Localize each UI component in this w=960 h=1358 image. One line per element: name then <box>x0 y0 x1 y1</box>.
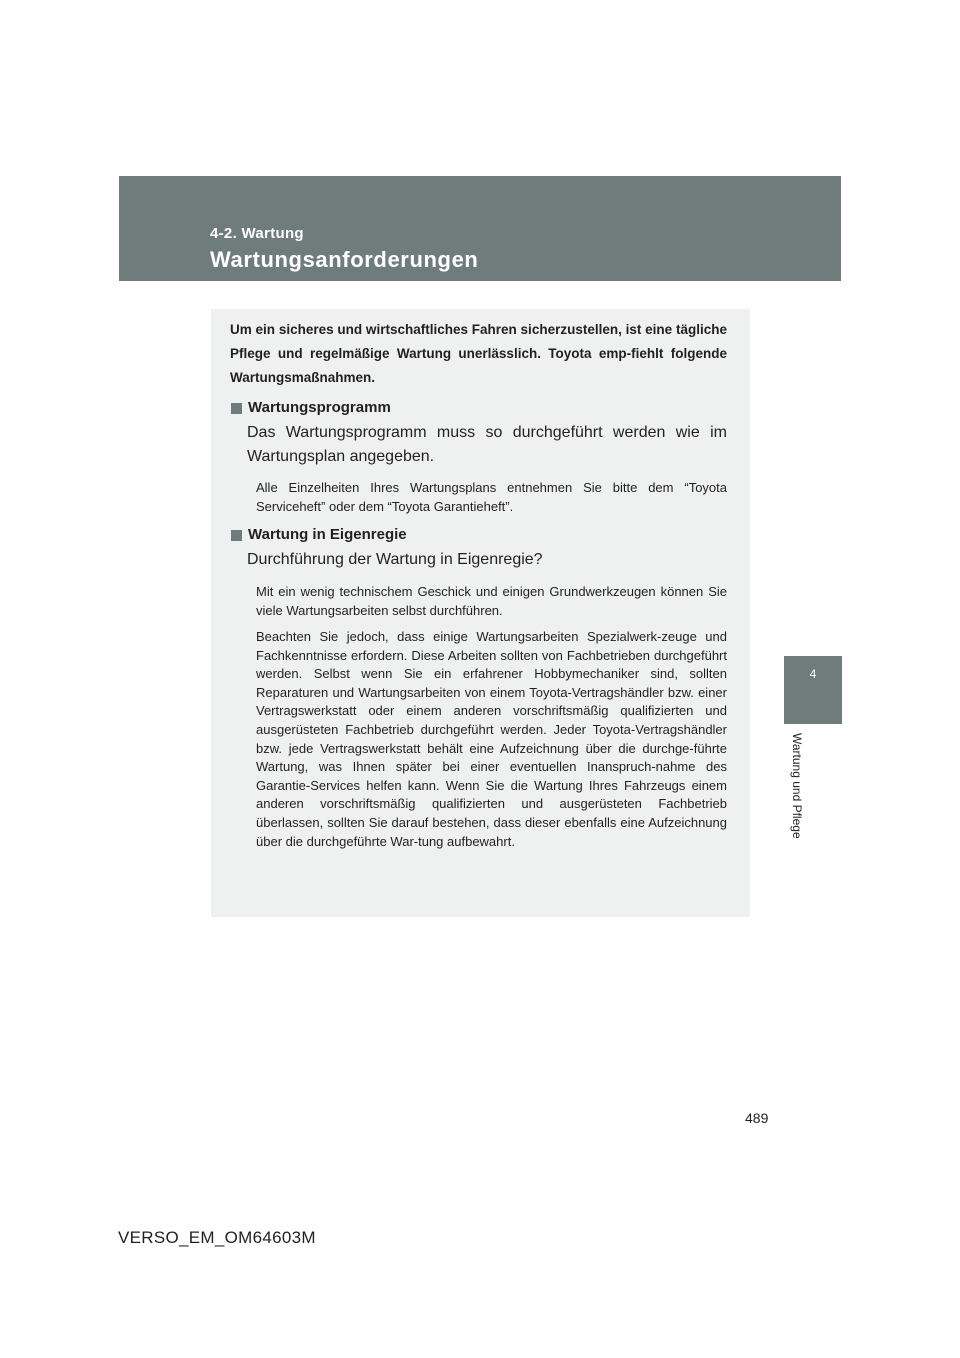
content-box <box>211 309 750 917</box>
chapter-tab-label: Wartung und Pflege <box>790 733 804 839</box>
section-label: 4-2. Wartung <box>210 225 304 242</box>
section-lead-text: Durchführung der Wartung in Eigenregie? <box>247 551 543 568</box>
intro-text: Um ein sicheres und wirtschaftliches Fahren sicherzustellen, ist eine tägliche Pflege und regelmäßige Wartung unerlässlich. Toyota emp-fiehlt folgende Wartungsmaßnahmen. <box>230 322 727 385</box>
section-detail-text: Alle Einzelheiten Ihres Wartungsplans entnehmen Sie bitte dem “Toyota Serviceheft” oder dem “Toyota Garantieheft”. <box>256 480 727 514</box>
section-heading-text: Wartung in Eigenregie <box>248 526 407 543</box>
chapter-tab-number: 4 <box>809 667 817 681</box>
header-band <box>119 176 841 281</box>
section-heading-wartungsprogramm <box>231 398 391 418</box>
square-bullet-icon <box>231 403 242 414</box>
section-lead-text: Das Wartungsprogramm muss so durchgeführt werden wie im Wartungsplan angegeben. <box>247 424 727 465</box>
document-code: VERSO_EM_OM64603M <box>118 1228 316 1247</box>
section-detail-text: Mit ein wenig technischem Geschick und einigen Grundwerkzeugen können Sie viele Wartungsarbeiten selbst durchführen. <box>256 584 727 618</box>
chapter-tab[interactable] <box>784 656 842 724</box>
page-title: Wartungsanforderungen <box>210 247 479 272</box>
section-heading-eigenregie <box>231 525 407 545</box>
page-number: 489 <box>745 1110 769 1126</box>
section-heading-text: Wartungsprogramm <box>248 399 391 416</box>
section-detail-text: Beachten Sie jedoch, dass einige Wartungsarbeiten Spezialwerk-zeuge und Fachkenntnisse erfordern. Diese Arbeiten sollten von Fachbetrieben durchgeführt werden. Selbst wenn Sie ein erfahrener Hobbymechaniker sind, sollten Reparaturen und Wartungsarbeiten von einem Toyota-Vertragshändler bzw. einer Vertragswerkstatt oder einem anderen vorschriftsmäßig qualifizierten und ausgerüsteten Fachbetrieb durchgeführt werden. Jeder Toyota-Vertragshändler bzw. jede Vertragswerkstatt behält eine Aufzeichnung über die durchge-führte Wartung, was Ihnen später bei einer eventuellen Inanspruch-nahme des Garantie-Services helfen kann. Wenn Sie die Wartung Ihres Fahrzeugs einem anderen vorschriftsmäßig qualifizierten und ausgerüsteten Fachbetrieb überlassen, sollten Sie darauf bestehen, dass dieser ebenfalls eine Aufzeichnung über die durchgeführte War-tung aufbewahrt. <box>256 629 727 849</box>
square-bullet-icon <box>231 530 242 541</box>
